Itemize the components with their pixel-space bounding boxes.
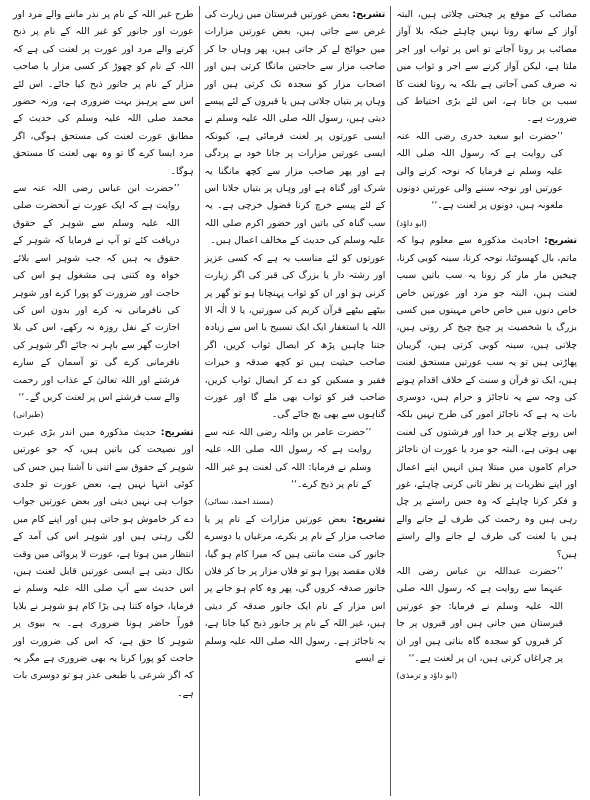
paragraph: طرح غیر اللہ کے نام پر نذر ماننے والے مرد اور عورت اور جانور کو غیر اللہ کے نام پر ذبح کرنے والے مرد اور عورت پر لعنت کی ہے کہ اللہ کے نام کو چھوڑ کر کسی مزار یا صاحب مزار کے نام پر جانور ذبح کیا جائے۔ اس لئے اس سے پرہیز بہت ضروری ہے، ورنہ حضور محمد صلی اللہ علیہ وسلم کی حدیث کے مطابق عورت لعنت کی مستحق ہوگی، اگر مرد ایسا کرے گا تو وہ بھی لعنت کا مستحق ہوگا۔: [12, 9, 194, 177]
hadith-quote: ’’حضرت عبداللہ بن عباس رضی اللہ عنہما سے روایت ہے کہ رسول اللہ صلی اللہ علیہ وسلم نے فرمایا: جو عورتیں قبرستان میں جاتی ہیں اور قبروں پر جا کر قبروں کو سجدہ گاہ بناتی ہیں اور ان پر چراغاں کرتی ہیں، ان پر لعنت ہے۔‘‘: [396, 566, 563, 665]
hadith-quote: ’’حضرت ابن عباس رضی اللہ عنہ سے روایت ہے کہ ایک عورت نے آنحضرت صلی اللہ علیہ وسلم سے شوہر کے حقوق دریافت کئے تو آپ نے فرمایا کہ شوہر کے حقوق یہ ہیں کہ جب شوہر اسے بلائے خواہ وہ کتنی ہی مشغول ہو اس کی حاجت اور ضرورت کو پورا کرے اور شوہر کی نافرمانی نہ کرے اور بدون اس کی اجازت کے نفل روزہ نہ رکھے، اس کی بلا اجازت گھر سے باہر نہ جائے اگر شوہر کی نافرمانی کرے گی تو آسمان کے سارے فرشتے اور اللہ تعالیٰ کے عذاب اور رحمت والے سب فرشتے اس پر لعنت کریں گے۔‘‘: [12, 183, 180, 403]
explanation-paragraph: [396, 232, 577, 563]
explanation-label: تشریح:: [160, 426, 194, 438]
hadith-quote: ’’حضرت ابو سعید خدری رضی اللہ عنہ کی روایت ہے کہ رسول اللہ صلی اللہ علیہ وسلم نے فرمایا کہ نوحہ کرنے والی عورتیں اور نوحہ سننے والی عورتیں دونوں ملعونہ ہیں، دونوں پر لعنت ہے۔‘‘: [396, 130, 563, 212]
column-middle: [200, 6, 392, 796]
column-right: [391, 6, 582, 796]
explanation-paragraph: [205, 6, 386, 250]
explanation-text: بعض عورتیں قبرستان میں زیارت کی غرض سے جاتی ہیں، بعض عورتیں مزارات میں حوائج لے کر جاتی ہیں، پھر وہاں جا کر صاحب مزار سے حاجتیں مانگا کرتی ہیں اور اصحاب مزار کو سجدہ تک کرتی ہیں اور وہاں پر بتیاں جلاتی ہیں یا قبروں کے لئے پیسے دیتی ہیں، رسول اللہ صلی اللہ علیہ وسلم نے ایسی عورتوں پر لعنت فرمائی ہے، کیونکہ ایسی عورتیں مزارات پر جانا خود بے پردگی ہے اور پھر صاحب مزار سے کچھ مانگنا یہ شرک اور گناہ ہے اور وہاں پر بتیاں جلانا اس کے لئے پیسے خرچ کرنا فضول خرچی ہے۔ یہ سب گناہ کی باتیں اور حضور اکرم صلی اللہ علیہ وسلم کی حدیث کے مخالف اعمال ہیں۔: [204, 9, 386, 247]
column-left: [8, 6, 200, 796]
hadith-citation: (ابو داؤد و ترمذی): [396, 671, 458, 681]
explanation-label: تشریح:: [352, 513, 386, 525]
hadith-citation: (طبرانی): [12, 410, 44, 420]
explanation-text: بعض عورتیں مزارات کے نام پر یا صاحب مزار کے نام پر بکرے، مرغیاں یا دوسرے جانور کی منت مانتی ہیں کہ میرا کام ہو گیا، فلاں مقصد پورا ہو تو فلاں مزار پر جا کر فلاں جانور صدقہ کروں گی، پھر وہ کام ہو جانے پر اس مزار کے نام ایک جانور صدقہ کر دیتی ہیں، غیر اللہ کے نام پر جانور ذبح کیا جاتا ہے، یہ ناجائز ہے۔ رسول اللہ صلی اللہ علیہ وسلم نے ایسے: [204, 513, 386, 665]
hadith-citation: (ابو داؤد): [396, 218, 427, 228]
explanation-paragraph: [13, 424, 194, 703]
hadith-citation: (مسند احمد، نسائی): [204, 497, 274, 507]
explanation-label: تشریح:: [544, 235, 577, 247]
paragraph: مصائب کے موقع پر چیختی چلاتی ہیں، البتہ آواز کے ساتھ رونا نہیں چاہئے جبکہ بلا آواز مصائب پر رونا آجاتے تو اس پر ثواب اور اجر ملتا ہے، لیکن آواز کرنے سے اجر و ثواب میں نہ صرف کمی آجاتی ہے بلکہ یہ رونا لعنت کا سبب بن جاتا ہے، اس لئے بڑی احتیاط کی ضرورت ہے۔: [396, 9, 577, 125]
explanation-label: تشریح:: [352, 9, 386, 20]
explanation-text: احادیث مذکورہ سے معلوم ہوا کہ ماتم، بال کھسوٹنا، نوحہ کرنا، سینہ کوبی کرنا، چیخیں مار مار کر رونا یہ سب باتیں سبب لعنت ہیں، البتہ جو مرد اور عورتیں خاص خاص دنوں میں خاص خاص مہینوں میں کسی بزرگ یا شخصیت پر چیخ چیخ کر روتی ہیں، چلاتی ہیں، سینہ کوبی کرتی ہیں، گریبان پھاڑتی ہیں تو یہ سب عورتیں مستحق لعنت ہیں، ایک تو قرآن و سنت کے خلاف اقدام ہونے کی وجہ سے یہ ناجائز و حرام ہیں، دوسری بات یہ ہے کہ ناجائز امور کی طرح نہیں بلکہ اس رونے چلانے پر خدا اور فرشتوں کی لعنت بھی ہوتی ہے، البتہ جو مرد یا عورت ان ناجائز حرام کاموں میں مبتلا ہیں انہیں اپنے اعمال اور اپنے نظریات پر نظر ثانی کرنی چاہئے، غور و فکر کرنا چاہئے کہ وہ جس راستے پر چل رہی ہیں وہ رحمت کی طرف لے جانے والے ہیں یا لعنت کی طرف لے جانے والے راستے ہیں؟: [396, 235, 577, 560]
explanation-paragraph: [205, 511, 386, 668]
paragraph: عورتوں کو لئے مناسب یہ ہے کہ کسی عزیز اور رشتہ دار یا بزرگ کی قبر کی اگر زیارت کرنی ہو اور ان کو ثواب پہنچانا ہو تو گھر پر بیٹھے بیٹھے قرآن کریم کی سورتیں، یا لا الٰہ الا اللہ یا استغفار ایک ایک تسبیح یا اس سے زیادہ جتنا چاہیں پڑھ کر ایصال ثواب کریں، اگر صاحب حیثیت ہیں تو کچھ صدقہ و خیرات فقیر و مسکین کو دے کر ایصال ثواب کریں، صاحب قبر کو ثواب بھی ملے گا اور عورت گناہوں سے بھی بچ جائے گی۔: [204, 252, 386, 421]
explanation-text: حدیث مذکورہ میں اندر بڑی عبرت اور نصیحت کی باتیں ہیں، کہ جو عورتیں شوہر کے حقوق سے اتنی نا آشنا ہیں جس کی کوئی انتہا نہیں ہے، بعض عورت تو جلدی جواب ہی نہیں دیتی اور بعض عورتیں جواب دے کر خاموش ہو جاتی ہیں اور اپنے کام میں لگی رہتی ہیں اور شوہر اس کی آمد کے انتظار میں ہوتا ہے، عورت لا پروائی میں وقت نکال دیتی ہے ایسی عورتیں قابل لعنت ہیں، اس حدیث سے آپ صلی اللہ علیہ وسلم نے فرمایا، خواہ کتنا ہی بڑا کام ہو شوہر نے بلایا فوراً حاضر ہونا ضروری ہے۔ یہ بیوی پر شوہر کا حق ہے، کہ اس کی ضرورت اور حاجت کو پورا کرنا یہ بھی ضروری ہے مگر یہ کہ اگر شرعی یا طبعی عذر ہو تو دوسری بات ہے۔: [12, 426, 194, 699]
hadith-quote: ’’حضرت عامر بن واثلہ رضی اللہ عنہ سے روایت ہے کہ رسول اللہ صلی اللہ علیہ وسلم نے فرمایا: اللہ کی لعنت ہو غیر اللہ کے نام پر ذبح کرے۔‘‘: [204, 426, 372, 490]
